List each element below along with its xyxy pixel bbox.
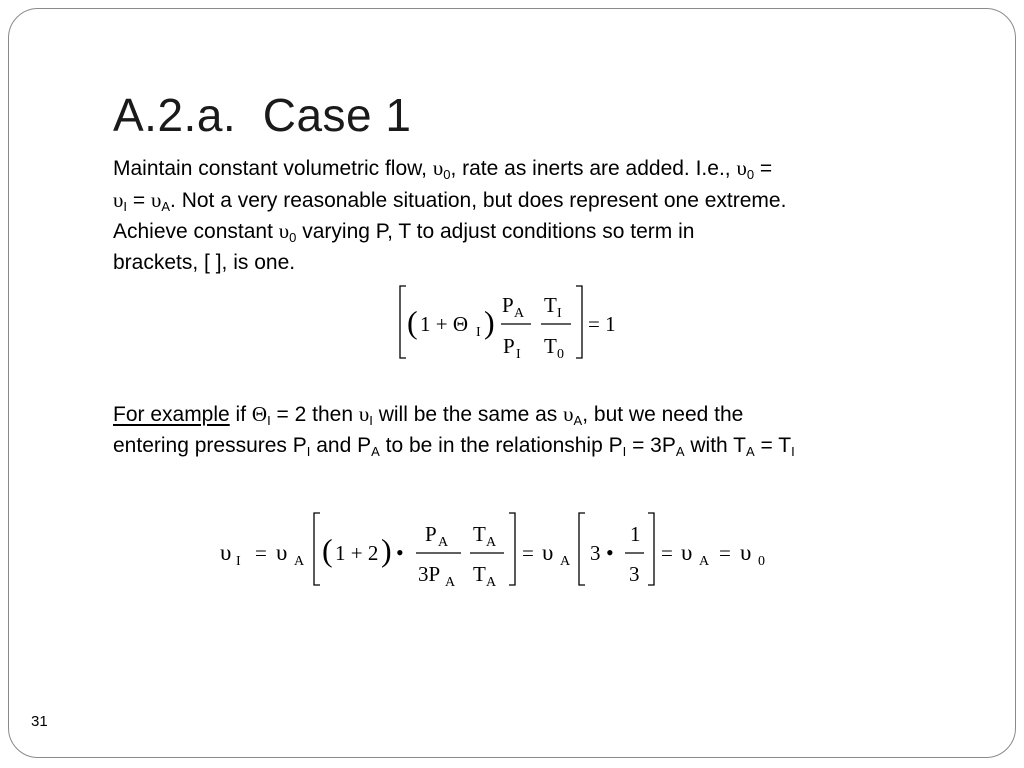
frac-a-num-sub: A <box>438 535 449 550</box>
upsilon-a-2-subscript: A <box>560 554 571 569</box>
upsilon-a: υ <box>276 540 288 565</box>
frac1-num-sub: A <box>514 306 525 321</box>
lhs-subscript: I <box>236 554 241 569</box>
example-line-1: For example if $\Theta_I = 2$ then $\upsilon_I$ will be the same as $\upsilon_A$, but we need the <box>113 402 744 428</box>
frac-b-num-sub: A <box>486 535 497 550</box>
open-paren: ( <box>322 532 333 568</box>
bullet-1: • <box>396 540 404 565</box>
close-paren: ) <box>484 304 495 340</box>
frac1-den-sub: I <box>516 347 521 362</box>
open-paren: ( <box>407 304 418 340</box>
upsilon-zero: υ <box>740 540 752 565</box>
left-square-bracket-2 <box>579 513 585 585</box>
equals-1: = <box>255 541 267 565</box>
intro-line-1: Maintain constant volumetric flow, $\upsilon_0$, rate as inerts are added. I.e., $\upsilon_0$ = <box>113 156 773 182</box>
frac-c-num: 1 <box>630 522 641 546</box>
equation-bracket-term <box>395 283 635 363</box>
example-paragraph <box>113 399 973 461</box>
upsilon-a-2: υ <box>542 540 554 565</box>
upsilon-a-3-subscript: A <box>699 554 710 569</box>
frac-b-den-sub: A <box>486 575 497 590</box>
left-square-bracket-1 <box>314 513 320 585</box>
left-square-bracket <box>400 286 406 358</box>
right-square-bracket-2 <box>648 513 654 585</box>
frac2-num: T <box>544 293 557 317</box>
equals-one: = 1 <box>588 312 616 336</box>
frac2-den: T <box>544 334 557 358</box>
three: 3 <box>590 541 601 565</box>
frac1-num: P <box>502 293 514 317</box>
slide-title: A.2.a. Case 1 <box>113 89 412 141</box>
frac-a-den-sub: A <box>445 575 456 590</box>
one-plus-theta: 1 + Θ <box>420 312 469 336</box>
lhs-upsilon: υ <box>220 540 232 565</box>
frac2-den-sub: 0 <box>557 347 564 362</box>
right-square-bracket-1 <box>509 513 515 585</box>
one-plus-two: 1 + 2 <box>335 541 379 565</box>
intro-line-3: Achieve constant $\upsilon_0$ varying P, T to adjust conditions so term in <box>113 219 695 245</box>
frac-c-den: 3 <box>629 562 640 586</box>
frac-b-num: T <box>473 522 486 546</box>
bullet-2: • <box>606 540 614 565</box>
frac-a-num: P <box>425 522 437 546</box>
upsilon-a-3: υ <box>681 540 693 565</box>
equals-4: = <box>719 541 731 565</box>
right-square-bracket <box>576 286 582 358</box>
close-paren: ) <box>381 532 392 568</box>
upsilon-a-subscript: A <box>294 554 305 569</box>
example-line-2: entering pressures $P_I$ and $P_A$ to be in the relationship $P_I = 3P_A$ with $T_A = T_I$ <box>113 433 795 459</box>
equation-example-result <box>218 510 788 590</box>
intro-paragraph <box>113 153 973 278</box>
theta-subscript: I <box>476 325 481 340</box>
frac-a-den: 3P <box>418 562 441 586</box>
equals-2: = <box>522 541 534 565</box>
for-example-link: For example <box>113 403 230 426</box>
frac-b-den: T <box>473 562 486 586</box>
upsilon-zero-subscript: 0 <box>758 554 765 569</box>
equals-3: = <box>661 541 673 565</box>
intro-line-2: $\upsilon_I = \upsilon_A$. Not a very reasonable situation, but does represent one extreme. <box>113 187 787 214</box>
slide-number: 31 <box>31 713 48 730</box>
intro-line-4: brackets, [ ], is one. <box>113 250 296 274</box>
frac2-num-sub: I <box>557 306 562 321</box>
frac1-den: P <box>503 334 515 358</box>
